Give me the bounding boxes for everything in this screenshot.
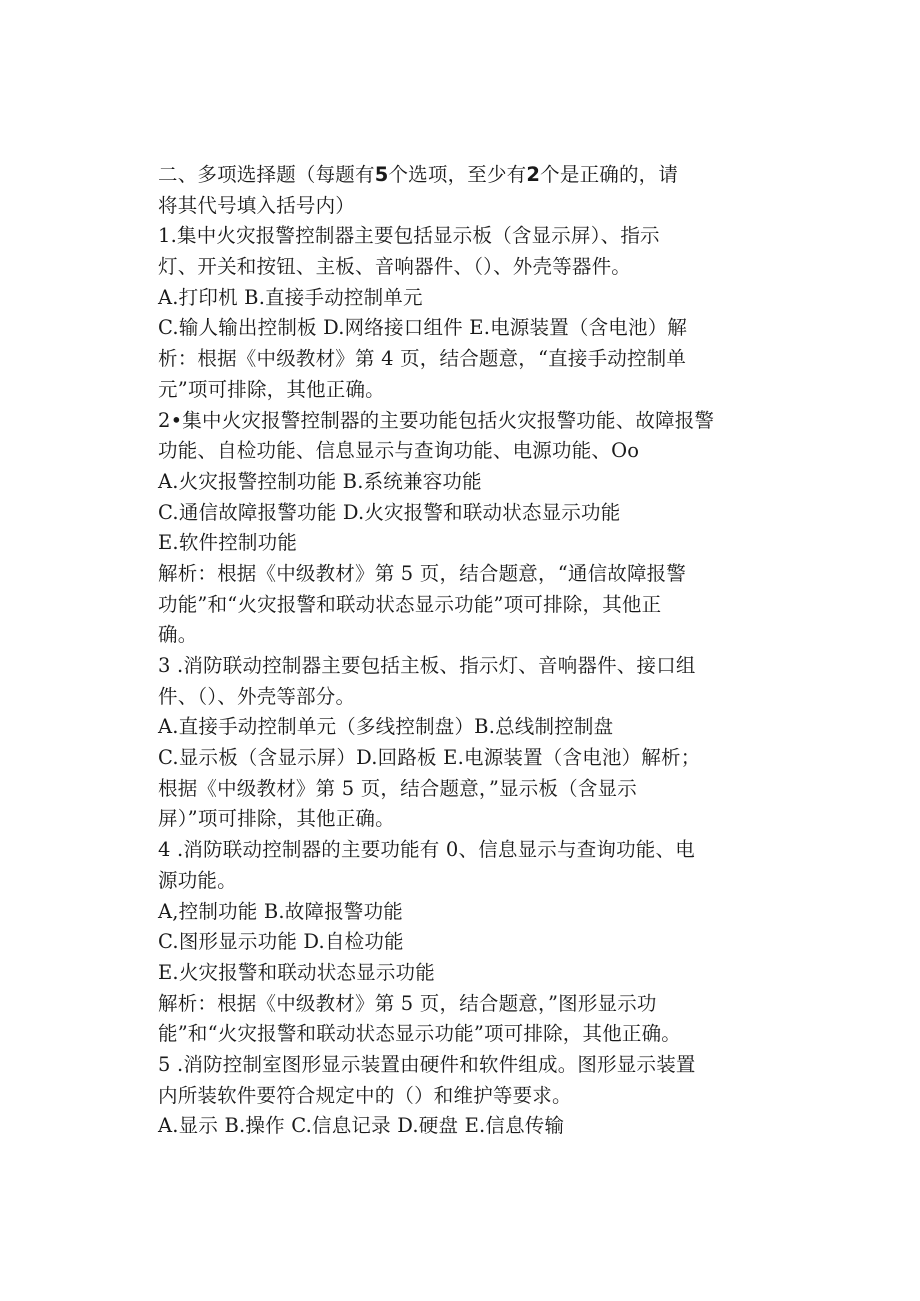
q1-options-line-1: A.打印机 B.直接手动控制单元 — [158, 285, 423, 309]
q3-stem-line-2: 件、（）、外壳等部分。 — [158, 684, 356, 708]
q4-stem-line-1: 4 .消防联动控制器的主要功能有 0、信息显示与查询功能、电 — [158, 838, 695, 862]
q2-stem-line-1: 2•集中火灾报警控制器的主要功能包括火灾报警功能、故障报警 — [158, 408, 715, 432]
q2-explanation-line-3: 确。 — [158, 623, 198, 647]
q4-options-line-3: E.火灾报警和联动状态显示功能 — [158, 960, 435, 984]
section-heading — [158, 160, 768, 191]
q1-explanation-line-1: 析：根据《中级教材》第 4 页，结合题意，“直接手动控制单 — [158, 347, 687, 371]
q4-options-line-2: C.图形显示功能 D.自检功能 — [158, 930, 404, 954]
section-heading-line-2: 将其代号填入括号内） — [158, 193, 356, 217]
q3-options-line-1: A.直接手动控制单元（多线控制盘）B.总线制控制盘 — [158, 715, 614, 739]
q2-options-line-3: E.软件控制功能 — [158, 531, 298, 555]
q2-options-line-1: A.火灾报警控制功能 B.系统兼容功能 — [158, 469, 482, 493]
q3-options-line-2: C.显示板（含显示屏）D.回路板 E.电源装置（含电池）解析； — [158, 746, 701, 770]
q3-explanation-line-2: 屏）”项可排除，其他正确。 — [158, 807, 395, 831]
document-page — [158, 160, 768, 1142]
q5-stem-line-2: 内所装软件要符合规定中的（）和维护等要求。 — [158, 1083, 572, 1107]
q4-options-line-1: A,控制功能 B.故障报警功能 — [158, 899, 404, 923]
q1-options-line-2: C.输人输出控制板 D.网络接口组件 E.电源装置（含电池）解 — [158, 316, 688, 340]
q1-stem-line-1: 1.集中火灾报警控制器主要包括显示板（含显示屏）、指示 — [158, 224, 660, 248]
heading-text-3: 个是正确的，请 — [540, 163, 679, 186]
q3-explanation-line-1: 根据《中级教材》第 5 页，结合题意，”显示板（含显示 — [158, 776, 637, 800]
q4-stem-line-2: 源功能。 — [158, 868, 237, 892]
q4-explanation-line-1: 解析：根据《中级教材》第 5 页，结合题意，”图形显示功 — [158, 991, 657, 1015]
heading-min-correct: 2 — [526, 163, 541, 186]
q1-explanation-line-2: 元”项可排除，其他正确。 — [158, 377, 385, 401]
q5-stem-line-1: 5 .消防控制室图形显示装置由硬件和软件组成。图形显示装置 — [158, 1052, 696, 1076]
heading-option-count: 5 — [374, 163, 389, 186]
q2-options-line-2: C.通信故障报警功能 D.火灾报警和联动状态显示功能 — [158, 500, 621, 524]
q2-explanation-line-2: 功能”和“火灾报警和联动状态显示功能”项可排除，其他正 — [158, 592, 662, 616]
q3-stem-line-1: 3 .消防联动控制器主要包括主板、指示灯、音响器件、接口组 — [158, 654, 696, 677]
q5-options-line-1: A.显示 B.操作 C.信息记录 D.硬盘 E.信息传输 — [158, 1114, 565, 1138]
q2-explanation-line-1: 解析：根据《中级教材》第 5 页，结合题意，“通信故障报警 — [158, 561, 687, 585]
q2-stem-line-2: 功能、自检功能、信息显示与查询功能、电源功能、Oo — [158, 439, 640, 463]
heading-text-2: 个选项，至少有 — [388, 163, 527, 186]
heading-text-1: 二、多项选择题（每题有 — [158, 163, 375, 186]
q4-explanation-line-2: 能”和“火灾报警和联动状态显示功能”项可排除，其他正确。 — [158, 1022, 682, 1046]
q1-stem-line-2: 灯、开关和按钮、主板、音响器件、（）、外壳等器件。 — [158, 255, 632, 279]
